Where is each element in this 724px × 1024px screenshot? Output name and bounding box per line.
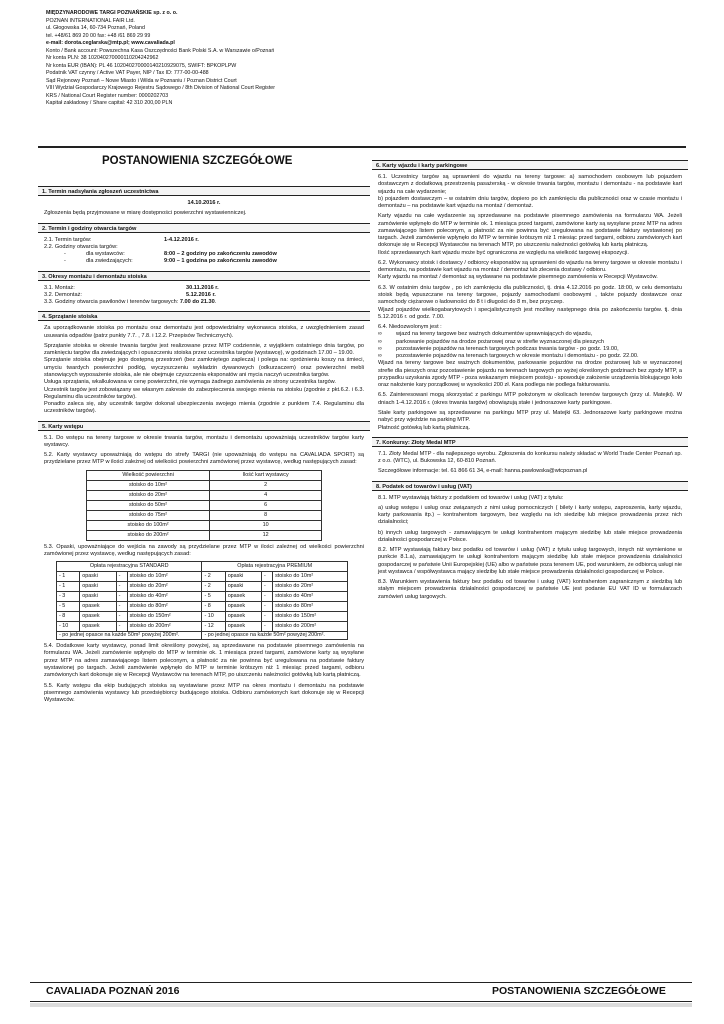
table-cell: 8 (210, 510, 322, 520)
table-cell: stoisko do 20m² (87, 490, 210, 500)
label: 3.2. Demontaż: (44, 291, 82, 298)
table-cell: - 1 (57, 582, 80, 592)
label: dla zwiedzających: (86, 258, 133, 265)
table-cell: - po jednej opasce na każde 50m² powyżej 200m². (202, 632, 348, 640)
paragraph: Ilość sprzedawanych kart wjazdu może być ograniczona ze względu na wielkość targowej ekspozycji. (378, 249, 629, 256)
table-cell: - (262, 602, 273, 612)
dot: . (214, 299, 217, 306)
left-column (38, 186, 370, 707)
section-heading: 7. Konkursy: Złoty Medal MTP (372, 437, 688, 447)
dash: - (64, 251, 66, 258)
table-cell: - (262, 622, 273, 632)
paragraph: 5.3. Opaski, upoważniające do wejścia na zawody są przydzielane przez MTP w ilości zależnej od wielkości powierzchni zamówionej przez wystawcę, według następujących zasad: (44, 543, 364, 557)
info-row (44, 251, 364, 258)
label: dla wystawców: (86, 251, 125, 258)
table-cell: - (262, 592, 273, 602)
paragraph: 7.1. Złoty Medal MTP - dla najlepszego wyrobu. Zgłoszenia do konkursu należy składać w World Trade Center Poznań sp. z o.o. (WTC), ul. Bukowska 12, 60-810 Poznań. (378, 450, 682, 465)
section-heading: 8. Podatek od towarów i usług (VAT) (372, 481, 688, 491)
list-item-text: parkowanie pojazdów na drodze pożarowej oraz w strefie wyznaczonej dla pieszych (396, 338, 605, 345)
list-item (378, 339, 682, 346)
paragraph: Uczestnik targów jest zobowiązany we własnym zakresie do zabezpieczenia swojego mienia na stoisku (zgodnie z pkt.6.2. i 6.3. Regulaminu dla uczestników targów). (44, 386, 364, 400)
table-cell: - 5 (57, 602, 80, 612)
table-cell: stoisko do 20m² (127, 582, 202, 592)
paragraph: b) pojazdem dostawczym – w ostatnim dniu targów, dopiero po ich zamknięciu dla publiczności oraz w czasie montażu i demontażu – na podstawie kart wjazdu na montaż / demontaż. (378, 195, 682, 210)
table-cell: - (116, 602, 127, 612)
table-header-cell: Ilość kart wystawcy (210, 470, 322, 480)
table-cell: stoisko do 40m² (273, 592, 348, 602)
paragraph: Karty wjazdu na całe wydarzenie są sprzedawane na podstawie pisemnego zamówienia na formularzu WA. Jeżeli zamówienie wpłynęło do MTP w terminie ok. 1 miesiąca przed targami, zamówione karty są wysyłane przez MTP na adres zamawiającego listem poleconym, a płatność za nie powinna być uregulowana na podstawie faktury wystawionej po targach. Jeżeli zamówienie wpłynęło do MTP w terminie krótszym niż 1 miesiąc przed targami, odbioru zamówionych kart dokonuje się w Recepcji Wystawców na terenach MTP, po uiszczeniu należności gotówką lub kartą płatniczą. (378, 213, 682, 249)
paragraph: 8.1. MTP wystawiają faktury z podatkiem od towarów i usług (VAT) z tytułu: (378, 494, 564, 501)
section-heading: 6. Karty wjazdu i karty parkingowe (372, 160, 688, 170)
table-cell: stoisko do 10m² (273, 572, 348, 582)
section-heading: 4. Sprzątanie stoiska (38, 311, 370, 321)
page-title: POSTANOWIENIA SZCZEGÓŁOWE (102, 155, 293, 167)
bullet-icon: ∞ (378, 353, 382, 360)
table-cell: stoisko do 200m² (127, 622, 202, 632)
header-line: Nr konta EUR (IBAN): PL 46 102040270000140210929075, SWIFT: BPKOPLPW (46, 62, 237, 69)
info-row (44, 299, 364, 306)
table-row (87, 490, 322, 500)
table-cell: - 8 (57, 612, 80, 622)
bullet-icon: ∞ (378, 345, 382, 352)
table-cell: 4 (210, 490, 322, 500)
table-cell: - 2 (202, 582, 225, 592)
table-cell: opaski (225, 572, 261, 582)
table-cell: opasek (225, 612, 261, 622)
list-item (378, 346, 682, 353)
table-cell: stoisko do 200m² (87, 530, 210, 540)
header-line: KRS / National Court Register number: 0000202703 (46, 92, 169, 99)
paragraph: b) innych usług targowych - zamawiającym te usługi kontrahentom mającym siedzibę lub stałe miejsce prowadzenia działalności gospodarczej w Polsce. (378, 529, 682, 543)
list-item-text: pozostawienie pojazdów na terenach targowych w okresie montażu i demontażu - po godz. 22.00. (396, 353, 639, 360)
paragraph: 5.2. Karty wystawcy upoważniają do wstępu do strefy TARGI (nie upoważniają do wstępu na CAVALIADA SPORT) są przydzielane przez MTP w ilości zależnej od wielkości powierzchni zamówionej przez wystawcę, według następujących zasad: (44, 452, 364, 466)
paragraph: Wjazd na tereny targowe bez ważnych dokumentów, parkowanie pojazdów na drodze pożarowej lub w wyznaczonej strefie dla pieszych oraz pozostawienie pojazdu na terenach targowych po wyżej określonych godzinach bez zgody MTP, a przypadku uzyskania zgody MTP - poza wskazanym miejscem postoju - spowoduje założenie urządzenia blokującego koło oraz nałożenie kary porządkowej w wysokości 200 zł. Kara podlega nie podlega fakturowaniu. (378, 360, 682, 389)
header-line: ul. Głogowska 14, 60-734 Poznań, Poland (46, 25, 145, 32)
table-row (57, 622, 348, 632)
paragraph: Za uporządkowanie stoiska po montażu oraz demontażu jest odpowiedzialny wykonawca stoiska, z uwzględnieniem zasad usuwania odpadów (patrz punkty 7.7. , 7.8. i 12.2. Przepisów Technicznych). (44, 325, 364, 339)
table-cell: stoisko do 40m² (127, 592, 202, 602)
label: 2.2. Godziny otwarcia targów: (44, 243, 118, 250)
header-line: VIII Wydział Gospodarczy Krajowego Rejestru Sądowego / 8th Division of National Court Register (46, 85, 276, 92)
table-cell: stoisko do 100m² (87, 520, 210, 530)
label: 2.1. Termin targów: (44, 236, 92, 243)
paragraph: 8.2. MTP wystawiają faktury bez podatku od towarów i usług (VAT) z tytułu usług targowych, innych niż wymienione w punkcie 8.1.a), zamawiającym te usługi kontrahentom mającym siedzibę lub stałe miejsce prowadzenia działalności gospodarczej w państwie Unii Europejskiej (UE) albo w państwie poza terenem UE, pod warunkiem, że odbiorcą usługi nie jest wystawca / współwystawca mający siedzibę lub stałe miejsce prowadzenia działalności gospodarczej w Polsce. (378, 547, 682, 575)
table-row (57, 572, 348, 582)
company-header (46, 10, 366, 108)
table-cell: - 10 (202, 612, 225, 622)
table-cell: - (116, 582, 127, 592)
table-cell: opaski (225, 582, 261, 592)
paragraph: Zgłoszenia będą przyjmowane w miarę dostępności powierzchni wystawienniczej. (44, 210, 247, 217)
section-heading: 1. Termin nadsyłania zgłoszeń uczestnictwa (38, 186, 370, 196)
header-line: Podatnik VAT czynny / Active VAT Payer, NIP / Tax ID: 777-00-00-488 (46, 70, 209, 77)
header-line: e-mail: dorota.ceglarska@mtp.pl; www.cavaliada.pl (46, 40, 175, 47)
table-cell: opasek (225, 602, 261, 612)
table-cell: - 1 (57, 572, 80, 582)
paragraph: 6.5. Zainteresowani mogą skorzystać z parkingu MTP położonym w okolicach terenów targowych (przy ul. Matejki). W dniach 1-4.12.2016 r. (okres trwania targów) obowiązują stałe i jednorazowe karty parkingowe. (378, 392, 682, 406)
value: 1-4.12.2016 r. (164, 236, 199, 243)
table-cell: stoisko do 10m² (87, 480, 210, 490)
table-cell: - 10 (57, 622, 80, 632)
header-line: Kapitał zakładowy / Share capital: 42 310 200,00 PLN (46, 100, 173, 107)
table-cell: - 12 (202, 622, 225, 632)
table-cell: - 5 (202, 592, 225, 602)
info-row (44, 292, 364, 299)
table-cell: - (116, 622, 127, 632)
bullet-icon: ∞ (378, 331, 382, 338)
table-row (57, 602, 348, 612)
table-cell: - (116, 572, 127, 582)
table-row (57, 582, 348, 592)
table-cell: opasek (80, 622, 116, 632)
table-cell: 10 (210, 520, 322, 530)
table-cell: opasek (225, 592, 261, 602)
info-row (44, 237, 364, 244)
value: 8:00 – 2 godziny po zakończeniu zawodów (164, 251, 277, 258)
table-row (87, 500, 322, 510)
table-cell: - (116, 612, 127, 622)
table-cell: - (262, 582, 273, 592)
table-cell: 12 (210, 530, 322, 540)
table-cell: opasek (80, 602, 116, 612)
table-header-row (57, 562, 348, 572)
table-cell: opasek (80, 612, 116, 622)
paragraph: Sprzątanie stoiska w okresie trwania targów jest realizowane przez MTP codziennie, z wyjątkiem ostatniego dnia targów, po zamknięciu targów dla zwiedzających i opuszczeniu stoiska przez uczestnika targów (wystawcę), w godzinach 17.00 – 19.00. (44, 342, 364, 357)
table-cell: - 2 (202, 572, 225, 582)
table-row (87, 530, 322, 540)
paragraph: Stałe karty parkingowe są sprzedawane na parkingu MTP przy ul. Matejki 63. Jednorazowe karty parkingowe można nabyć przy wjeździe na parking MTP. (378, 409, 682, 424)
label: 3.1. Montaż: (44, 284, 75, 291)
table-header-cell: Opłata rejestracyjna STANDARD (57, 562, 202, 572)
header-line: MIĘDZYNARODOWE TARGI POZNAŃSKIE sp. z o. o. (46, 10, 178, 16)
bullet-icon: ∞ (378, 338, 382, 345)
table-row (87, 520, 322, 530)
paragraph: Karty wjazdu na montaż / demontaż są wydawane na podstawie pisemnego zamówienia w Recepcji Wystawców. (378, 274, 658, 281)
table-cell: - (262, 612, 273, 622)
paragraph: 6.2. Wykonawcy stoisk i dostawcy / odbiorcy eksponatów są uprawnieni do wjazdu na tereny targowe w okresie montażu i demontażu, na podstawie kart wjazdu na montaż / demontaż lub zlecenia dostawy / odbioru. (378, 259, 682, 274)
paragraph: 8.3. Warunkiem wystawienia faktury bez podatku od towarów i usług (VAT) kontrahentom zagranicznym z siedzibą lub stałym miejscem prowadzenia działalności gospodarczej w państwie UE jest podanie EU VAT ID w formularzach zamówień usług targowych. (378, 579, 682, 600)
list-item-text: wjazd na tereny targowe bez ważnych dokumentów uprawniających do wjazdu, (396, 331, 593, 338)
table-cell: stoisko do 150m² (127, 612, 202, 622)
table-cell: stoisko do 80m² (127, 602, 202, 612)
label: 3.3. Godziny otwarcia pawilonów i terenów targowych: (44, 299, 179, 306)
paragraph: a) usług wstępu i usług oraz związanych z nimi usług pomocniczych ( bilety i karty wstępu, zaproszenia, karty wjazdu, karty parkowania itp.) – kontrahentom targowym, bez względu na ich siedzibę lub miejsce prowadzenia przez nich działalności; (378, 504, 682, 526)
info-row (44, 258, 364, 265)
paragraph: 5.4. Dodatkowe karty wystawcy, ponad limit określony powyżej, są sprzedawane na podstawie pisemnego zamówienia na formularzu WA. Jeżeli zamówienie wpłynęło do MTP w terminie ok. 1 miesiąca przed targami, zamówione karty są wysyłane przez MTP na adres zamawiającego listem poleconym, a płatność za nie powinna być uregulowana na podstawie faktury wystawionej po targach. Jeżeli zamówienie wpłynęło do MTP w terminie krótszym niż 1 miesiąc przed targami, odbioru zamówionych kart dokonuje się w Recepcji Wystawców na terenach MTP, po uiszczeniu należności gotówką lub kartą płatniczą. (44, 643, 364, 679)
header-line: Konto / Bank account: Powszechna Kasa Oszczędności Bank Polski S.A. w Warszawie o/Poznań (46, 47, 275, 54)
header-line: tel. +48/61 869 20 00 fax: +48 /61 869 29 99 (46, 32, 151, 39)
value: 9:00 – 1 godzina po zakończeniu zawodów (164, 258, 277, 265)
table-cell: opaski (80, 582, 116, 592)
table-cell: opaski (80, 592, 116, 602)
footer-doc-title: POSTANOWIENIA SZCZEGÓŁOWE (492, 985, 666, 997)
list-item (378, 331, 682, 338)
table-cell: 6 (210, 500, 322, 510)
table-cell: stoisko do 150m² (273, 612, 348, 622)
table-cell: - po jednej opasce na każde 50m² powyżej 200m². (57, 632, 202, 640)
paragraph: Ponadto zaleca się, aby uczestnik targów dokonał ubezpieczenia swojego mienia (zgodnie z punktem 7.4. Regulaminu dla uczestników targów). (44, 401, 364, 415)
table-cell: - (262, 572, 273, 582)
paragraph: 6.3. W ostatnim dniu targów , po ich zamknięciu dla publiczności, tj. dnia 4.12.2016 po godz. 18:00, w celu demontażu stoisk będą wpuszczane na tereny targowe, pojazdy samochodami osobowymi , także pojazdy dostawcze oraz samochody ciężarowe o ładowności do 8 t i długości do 8 m, bez przyczep. (378, 284, 682, 306)
paragraph: 5.5. Karty wstępu dla ekip budujących stoiska są wystawiane przez MTP na okres montażu i demontażu na podstawie pisemnego zamówienia wystawcy lub przedsiębiorcy budującego stoiska. Odbioru zamówionych kart dokonuje się w Recepcji Wystawców. (44, 682, 364, 704)
info-row (44, 285, 364, 292)
table-cell: opasek (225, 622, 261, 632)
section-heading: 5. Karty wstępu (38, 421, 370, 431)
deadline-date: 14.10.2016 r. (187, 200, 221, 206)
table-row (87, 510, 322, 520)
table-cell: stoisko do 75m² (87, 510, 210, 520)
table-cell: - 3 (57, 592, 80, 602)
paragraph: 6.4. Niedozwolonym jest : (378, 324, 442, 331)
table-row (87, 480, 322, 490)
table-cell: stoisko do 80m² (273, 602, 348, 612)
right-column (372, 160, 688, 604)
value: 7.00 do 21.30 (179, 299, 215, 306)
table-cell: - 8 (202, 602, 225, 612)
paragraph: Szczegółowe informacje: tel. 61 866 61 34, e-mail: hanna.pawlowska@wtcpoznan.pl (378, 468, 588, 475)
section-heading: 3. Okresy montażu i demontażu stoiska (38, 271, 370, 281)
wristbands-table (56, 561, 348, 640)
paragraph: Sprzątanie stoiska obejmuje jego dostępną przestrzeń (bez zamkniętego zaplecza) i polega na: opróżnieniu koszy na śmieci, umyciu twardych powierzchni podłóg, wyczyszczeniu wykładzin dywanowych (odkurzaczem) oraz powierzchni mebli stanowiących wyposażenie stoiska, ale nie obejmuje czyszczenia eksponatów ani mycia naczyń uczestnika targów. (44, 357, 364, 378)
table-row (57, 592, 348, 602)
list-item (378, 353, 682, 360)
table-header-cell: Opłata rejestracyjna PREMIUM (202, 562, 348, 572)
section-heading: 2. Termin i godziny otwarcia targów (38, 223, 370, 233)
table-header-cell: Wielkość powierzchni (87, 470, 210, 480)
table-cell: stoisko do 200m² (273, 622, 348, 632)
header-divider (38, 146, 686, 148)
table-cell: opaski (80, 572, 116, 582)
table-cell: stoisko do 50m² (87, 500, 210, 510)
value: 5.12.2016 r. (186, 291, 216, 298)
table-row (57, 632, 348, 640)
table-cell: stoisko do 10m² (127, 572, 202, 582)
list-item-text: pozostawienie pojazdów na terenach targowych podczas trwania targów - po godz. 19.00, (396, 345, 619, 352)
header-line: Sąd Rejonowy Poznań – Nowe Miasto i Wilda w Poznaniu / Poznan District Court (46, 77, 237, 84)
header-line: Nr konta PLN: 38 102040270000110204242962 (46, 55, 159, 62)
header-line: POZNAN INTERNATIONAL FAIR Ltd. (46, 17, 135, 24)
paragraph: 5.1. Do wstępu na tereny targowe w okresie trwania targów, montażu i demontażu upoważniają uczestników targów karty wystawcy. (44, 434, 364, 448)
exhibitor-cards-table (86, 470, 322, 541)
footer-shade (30, 1003, 692, 1007)
paragraph: Płatność gotówką lub kartą płatniczą. (378, 424, 471, 431)
table-row (57, 612, 348, 622)
dash: - (64, 258, 66, 265)
table-cell: - (116, 592, 127, 602)
table-cell: stoisko do 20m² (273, 582, 348, 592)
info-row (44, 244, 364, 251)
value: 30.11.2016 r. (186, 284, 219, 291)
paragraph: Usługa sprzątania, wkalkulowana w cenę powierzchni, nie wymaga żadnego zamówienia ze strony uczestnika targów. (44, 379, 336, 386)
paragraph: Wjazd pojazdów wielkogabarytowych i specjalistycznych jest możliwy następnego dnia po zakończeniu targów. tj. dnia 5.12.2016 r. od godz. 7.00. (378, 306, 682, 320)
table-cell: 2 (210, 480, 322, 490)
footer-event-name: CAVALIADA POZNAŃ 2016 (46, 985, 180, 997)
paragraph: 6.1. Uczestnicy targów są uprawnieni do wjazdu na tereny targowe: a) samochodem osobowym lub pojazdem dostawczym z dodatkową przestrzenią pasażerską - w okresie trwania targów, montażu i demontażu - na podstawie kart wjazdu na całe wydarzenie; (378, 174, 682, 195)
table-header-row (87, 470, 322, 480)
